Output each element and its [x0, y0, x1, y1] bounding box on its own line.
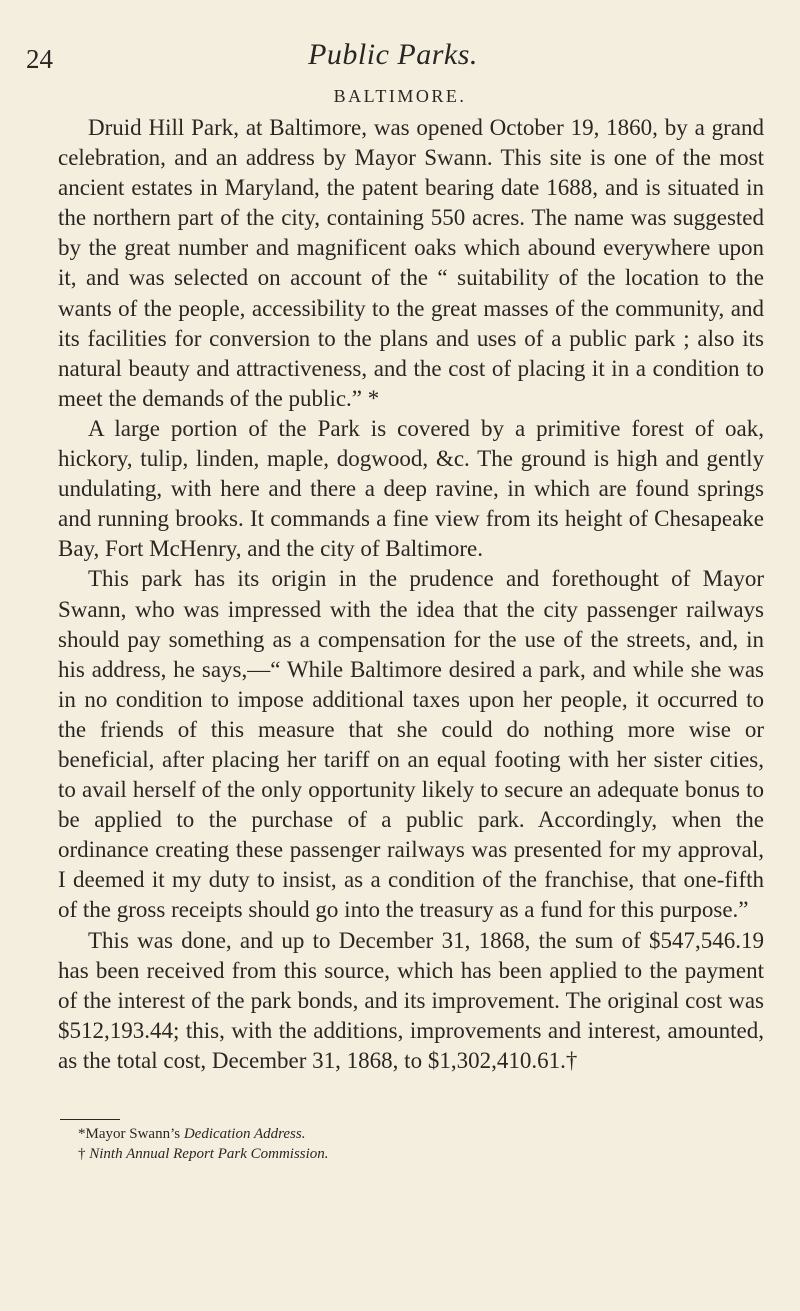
section-heading: BALTIMORE.	[333, 86, 467, 106]
paragraph: This park has its origin in the prudence and forethought of Mayor Swann, who was impressed with the idea that the city passenger railways should pay something as a compensation for the use of the streets, and, in his address, he says,—“ While Baltimore desired a park, and while she was in no condition to impose additional taxes upon her people, it occurred to the friends of this measure that she could do nothing more wise or beneficial, after placing her tariff on an equal footing with her sister cities, to avail herself of the only opportunity likely to secure an adequate bonus to be applied to the purchase of a public park. Accordingly, when the ordinance creating these passenger railways was presented for my approval, I deemed it my duty to insist, as a condition of the franchise, that one-fifth of the gross receipts should go into the treasury as a fund for this purpose.”	[58, 566, 764, 923]
paragraph: A large portion of the Park is covered by a primitive forest of oak, hickory, tulip, linden, maple, dogwood, &c. The ground is high and gently undulating, with here and there a deep ravine, in which are found springs and running brooks. It commands a fine view from its height of Chesapeake Bay, Fort McHenry, and the city of Baltimore.	[58, 415, 764, 562]
running-title: Public Parks.	[308, 38, 478, 71]
paragraph: This was done, and up to December 31, 1868, the sum of $547,546.19 has been received from this source, which has been applied to the payment of the interest of the park bonds, and its improvement. The original cost was $512,193.44; this, with the additions, improvements and interest, amounted, as the total cost, December 31, 1868, to $1,302,410.61.†	[58, 927, 764, 1073]
body-text	[58, 113, 764, 1076]
footnotes	[78, 1124, 758, 1164]
page-number: 24	[26, 44, 53, 74]
footnote-mark: †	[78, 1146, 86, 1162]
footnote-source: Ninth Annual Report Park Commission.	[89, 1146, 329, 1162]
footnote	[78, 1144, 758, 1164]
footnote-text: Mayor Swann’s	[85, 1126, 184, 1142]
footnote-source: Dedication Address.	[183, 1126, 306, 1142]
paragraph: Druid Hill Park, at Baltimore, was opened October 19, 1860, by a grand celebration, and an address by Mayor Swann. This site is one of the most ancient estates in Maryland, the patent bearing date 1688, and is situated in the northern part of the city, containing 550 acres. The name was suggested by the great number and magnificent oaks which abound everywhere upon it, and was selected on account of the “ suitability of the location to the wants of the people, accessibility to the great masses of the community, and its facilities for conversion to the plans and uses of a public park ; also its natural beauty and attractiveness, and the cost of placing it in a condition to meet the demands of the public.” *	[58, 115, 764, 411]
running-head	[26, 38, 760, 78]
footnote	[78, 1124, 758, 1144]
footnote-rule	[60, 1119, 120, 1120]
footnote-mark: *	[78, 1126, 86, 1142]
